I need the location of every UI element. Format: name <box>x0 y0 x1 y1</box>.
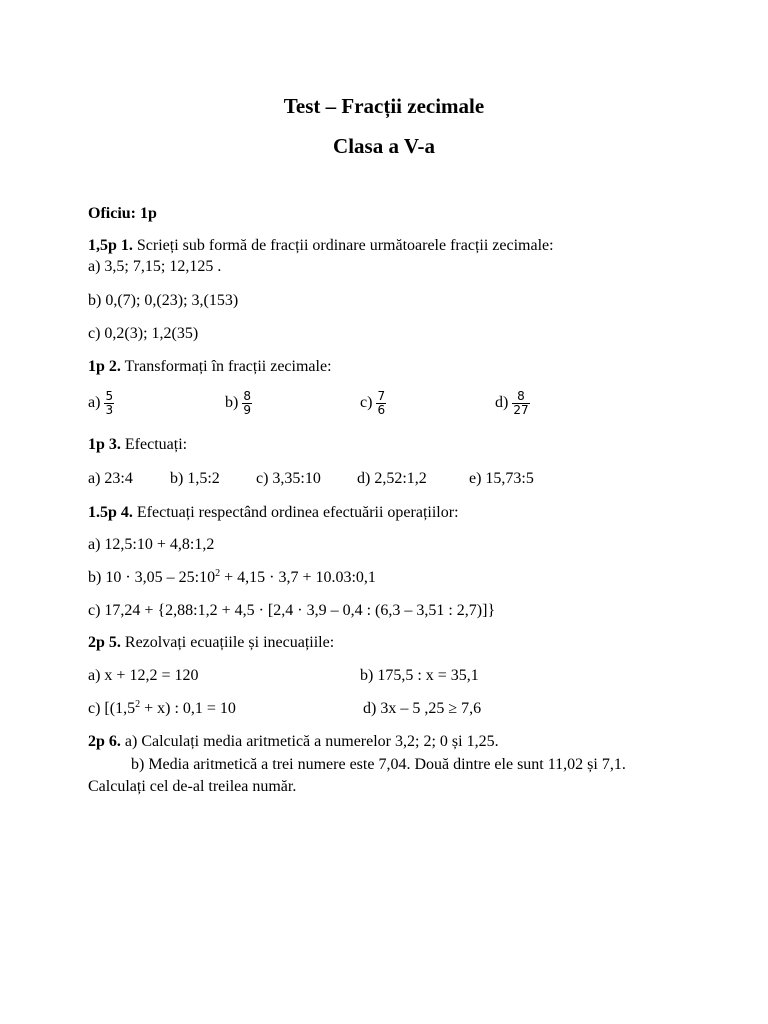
ex5-a: a) x + 12,2 = 120 <box>88 667 199 684</box>
ex2-item-label: a) <box>88 394 101 412</box>
ex5-c-exponent: 2 <box>135 699 141 710</box>
ex6-b2: Calculați cel de-al treilea număr. <box>88 778 297 795</box>
ex6-points: 2p 6. <box>88 733 121 750</box>
ex6-b: b) Media aritmetică a trei numere este 7,04. Două dintre ele sunt 11,02 și 7,1. <box>131 756 626 773</box>
fraction <box>104 390 114 417</box>
ex3-item-d: d) 2,52:1,2 <box>357 470 427 487</box>
ex4-c: c) 17,24 + {2,88:1,2 + 4,5 · [2,4 · 3,9 – 0,4 : (6,3 – 3,51 : 2,7)]} <box>88 602 496 619</box>
ex5-heading <box>88 633 334 653</box>
ex4-heading <box>88 503 459 523</box>
fraction-denominator: 27 <box>513 403 529 417</box>
fraction-numerator: 7 <box>377 389 386 403</box>
fraction-denominator: 6 <box>377 403 386 417</box>
fraction-denominator: 3 <box>105 403 114 417</box>
oficiu-text: Oficiu: 1p <box>88 205 157 222</box>
ex1-heading <box>88 236 554 256</box>
ex2-item-b <box>225 390 252 417</box>
ex1-points: 1,5p 1. <box>88 237 133 254</box>
ex1-a: a) 3,5; 7,15; 12,125 . <box>88 258 222 275</box>
ex3-text: Efectuați: <box>124 436 188 453</box>
ex3-heading <box>88 435 187 455</box>
ex5-text: Rezolvați ecuațiile și inecuațiile: <box>124 634 335 651</box>
ex6-a-line <box>88 732 499 752</box>
fraction <box>376 390 386 417</box>
fraction-numerator: 8 <box>517 389 525 403</box>
ex5-c-part1: c) [(1,5 <box>88 700 136 717</box>
page-subtitle: Clasa a V-a <box>333 134 435 158</box>
ex4-text: Efectuați respectând ordinea efectuării operațiilor: <box>136 504 459 521</box>
ex2-points: 1p 2. <box>88 358 121 375</box>
ex4-b <box>88 568 376 588</box>
fraction <box>512 390 529 417</box>
ex2-text: Transformați în fracții zecimale: <box>124 358 332 375</box>
fraction-numerator: 8 <box>243 389 251 403</box>
fraction-denominator: 9 <box>243 403 251 417</box>
ex2-heading <box>88 357 332 377</box>
ex2-item-c <box>360 390 386 417</box>
ex5-b: b) 175,5 : x = 35,1 <box>360 667 479 684</box>
ex3-points: 1p 3. <box>88 436 121 453</box>
ex5-c <box>88 699 236 719</box>
ex5-c-part2: + x) : 0,1 = 10 <box>140 700 236 717</box>
ex3-item-a: a) 23:4 <box>88 470 133 487</box>
ex4-points: 1.5p 4. <box>88 504 133 521</box>
ex2-item-d <box>495 390 530 417</box>
ex5-points: 2p 5. <box>88 634 121 651</box>
ex3-item-b: b) 1,5:2 <box>170 470 220 487</box>
ex6-a: a) Calculați media aritmetică a numerelor 3,2; 2; 0 și 1,25. <box>124 733 499 750</box>
ex1-c: c) 0,2(3); 1,2(35) <box>88 325 199 342</box>
ex4-b-part2: + 4,15 · 3,7 + 10.03:0,1 <box>220 569 376 586</box>
fraction-numerator: 5 <box>105 389 114 403</box>
ex4-a: a) 12,5:10 + 4,8:1,2 <box>88 536 215 553</box>
ex2-item-label: c) <box>360 394 373 412</box>
ex4-b-part1: b) 10 · 3,05 – 25:10 <box>88 569 216 586</box>
fraction <box>242 390 252 417</box>
ex3-item-c: c) 3,35:10 <box>256 470 321 487</box>
ex1-b: b) 0,(7); 0,(23); 3,(153) <box>88 292 239 309</box>
ex2-item-label: b) <box>225 394 239 412</box>
ex2-item-a <box>88 390 114 417</box>
ex1-text: Scrieți sub formă de fracții ordinare următoarele fracții zecimale: <box>136 237 554 254</box>
ex4-b-exponent: 2 <box>215 568 221 579</box>
ex3-item-e: e) 15,73:5 <box>469 470 534 487</box>
oficiu-line <box>88 204 157 224</box>
ex5-d: d) 3x – 5 ,25 ≥ 7,6 <box>363 700 482 717</box>
page-title: Test – Fracții zecimale <box>283 94 485 118</box>
ex2-item-label: d) <box>495 394 509 412</box>
